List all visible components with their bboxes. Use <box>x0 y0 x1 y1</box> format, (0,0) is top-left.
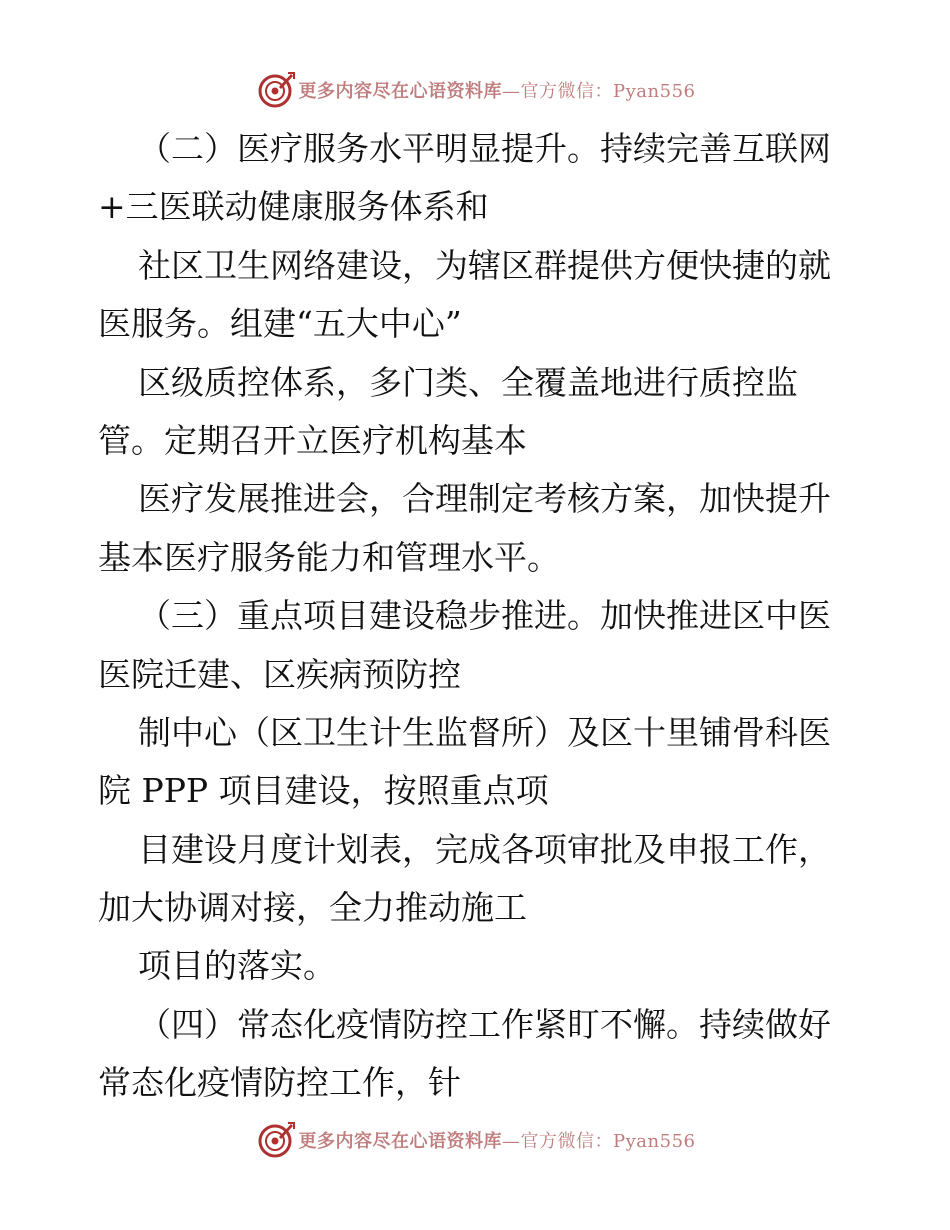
header-watermark <box>0 68 950 112</box>
text-line: 制中心（区卫生计生监督所）及区十里铺骨科医 <box>138 712 831 752</box>
text-line: +三医联动健康服务体系和 <box>98 187 489 227</box>
logo-icon <box>255 1120 295 1160</box>
text-line: 项目的落实。 <box>138 946 336 986</box>
watermark-official: 官方微信： <box>520 1131 614 1152</box>
text-line: （三）重点项目建设稳步推进。加快推进区中医 <box>138 596 831 636</box>
watermark-site: 更多内容尽在心语资料库 <box>298 81 503 102</box>
watermark-site: 更多内容尽在心语资料库 <box>298 1131 503 1152</box>
text-line: （四）常态化疫情防控工作紧盯不懈。持续做好 <box>138 1004 831 1044</box>
text-line: 医疗发展推进会，合理制定考核方案，加快提升 <box>138 479 831 519</box>
watermark-official: 官方微信： <box>520 81 614 102</box>
watermark-dash: — <box>502 1131 521 1152</box>
watermark-text <box>299 77 696 103</box>
text-line: 社区卫生网络建设，为辖区群提供方便快捷的就 <box>138 245 831 285</box>
text-line: 医服务。组建“五大中心” <box>98 304 462 344</box>
logo-icon <box>255 70 295 110</box>
text-line: 院 PPP 项目建设，按照重点项 <box>98 771 549 811</box>
watermark-id: Pyan556 <box>613 1131 696 1152</box>
document-body <box>98 120 858 1113</box>
text-line: 管。定期召开立医疗机构基本 <box>98 420 527 460</box>
text-line: 常态化疫情防控工作，针 <box>98 1063 461 1103</box>
watermark-id: Pyan556 <box>613 81 696 102</box>
watermark-text <box>299 1127 696 1153</box>
text-line: （二）医疗服务水平明显提升。持续完善互联网 <box>138 129 831 168</box>
text-line: 基本医疗服务能力和管理水平。 <box>98 537 560 577</box>
watermark-dash: — <box>502 81 521 102</box>
text-line: 区级质控体系，多门类、全覆盖地进行质控监 <box>138 362 798 402</box>
text-line: 加大协调对接，全力推动施工 <box>98 888 527 928</box>
text-line: 医院迁建、区疾病预防控 <box>98 654 461 694</box>
footer-watermark <box>0 1118 950 1162</box>
text-line: 目建设月度计划表，完成各项审批及申报工作， <box>138 829 831 869</box>
